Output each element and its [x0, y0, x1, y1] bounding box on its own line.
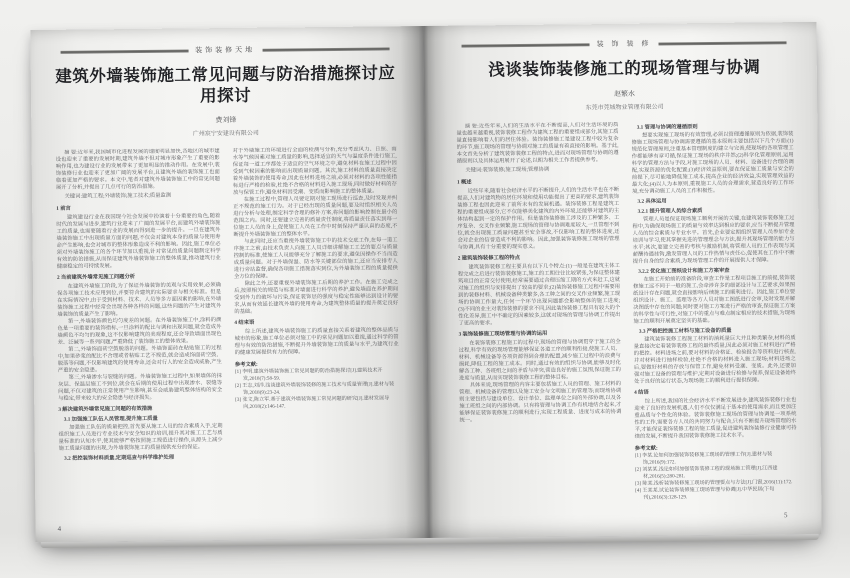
right-article-affiliation: 东莞市莞城物业管理有限公司: [585, 104, 664, 111]
right-page-columns: [456, 120, 797, 508]
reference-item: [2] 刘某某.浅论如何加强装饰装修工程的现场施工管理[J].江西建材,2016(5):280-281.: [634, 464, 778, 480]
section-heading: 3 解决建筑外墙常见施工问题的有效措施: [58, 406, 153, 414]
right-page-column-2: [631, 120, 797, 506]
section-heading: 3 装饰装修施工现场管理与协调的运用: [458, 330, 548, 338]
abstract: 摘 要:近些年来,人们的生活水平在不断提高,人们对生活环境的质量也越来越重视,装饰装修工程作为建筑工程的重要组成部分,其施工质量直接影响着人们的居住体验。装饰装修施工是建设工程中较为复杂的环节,施工现场的管理与协调对施工的质量有着直接的影响。基于此,本文首先分析了建筑装饰装修工程的特点,进而对现场管理与协调的遵循原则以及具体运用展开了论述,以期为相关工作者提供参考。: [456, 121, 619, 165]
section-heading: 1 前言: [56, 205, 71, 213]
header-rule-icon: [61, 49, 189, 53]
journal-spread: [30, 22, 821, 542]
subsection-heading: 3.1 管理与协调的遵循原则: [636, 123, 698, 131]
paragraph: 具体来说,现场管理的内容主要包括施工人员的管理、施工材料的管理、机械设备的管理以及施工安全与文明施工的管理等;而现场协调则主要包括与建设单位、设计单位、监理单位之间的外部协调,以及各施工班组之间的内部协调。只有将管理与协调工作有机地结合起来,才能够保证装饰装修施工的顺利进行,实现工程质量、进度与成本的协调统一。: [459, 380, 622, 424]
subsection-heading: 3.2 把控装饰材料质量,定期巡查与科学维护处理: [64, 454, 175, 463]
abstract: 摘 要:近年来,我国城市化进程发展的速度明显加快,各地区的城市建设也迎来了重要的发展时期,建筑外墙不但对城市形象产生了重要的影响作用,也为建设行业的发展带来了更加明显的推动作用。在发展中,装饰装修行业也迎来了更加广阔的发展平台,且建筑外墙的装饰施工也面临着更加严格的要求。本文中,笔者对建筑外墙装饰施工中的常见问题展开了分析,并提出了几点可行的防治措施。: [55, 148, 220, 192]
right-article-author: 赵繁水: [613, 89, 636, 98]
paragraph: 第二,外墙饰面砖空鼓脱落的问题。外墙饰面砖在粘贴施工的过程中,如果砂浆的配比不合理或者粘贴工艺不规范,就会造成饰面砖空鼓、脱落等问题,不仅影响建筑的使用寿命,还会对行人的安全造成威胁,产生严重的安全隐患。: [57, 345, 222, 375]
reference-item: [3] 陈某.浅析装饰装修施工现场的管理要点与方法[J].门窗,2016(11):172.: [635, 478, 793, 487]
paragraph: 建筑装饰装修工程施工材料的消耗量巨大并且种类繁杂,材料的质量直接决定着装饰装修工程的最终质量,因此必须对施工材料进行严格的把控。材料进场之前,要对材料的合格证、检验报告等资料进行核查,并对材料进行抽样检验,杜绝不合格的材料进入施工现场;材料进场之后,要做好材料的存放与保管工作,避免材料受潮、变质。此外,还要加强对施工设备的管理与维护,定期对设备进行检修与保养,保证设备始终处于良好的运行状态,为现场施工的顺利进行提供保障。: [633, 334, 797, 385]
section-heading: 4 结束语: [234, 320, 255, 327]
section-heading: 4 结语: [634, 389, 649, 396]
right-running-head-text: 装 饰 装 修: [596, 40, 652, 49]
paragraph: 建筑建设行业在我国现今社会发展中扮演着十分重要的角色,随着时代的发展与进步,建筑行业迎来了广阔的发展平台,而建筑外墙装饰施工的质量,也需要随着行业的发展而得到进一步的提升。一旦在建筑外墙装饰施工中出现质量方面的问题,不仅会对建筑本身的质量与使用寿命产生影响,也会对城市的整体形象造成不利的影响。因此,施工单位必须对外墙装饰施工的各个环节加以重视,针对常见的质量问题制定科学有效的防治措施,从而保证建筑外墙装饰施工的整体质量,推动建筑行业健康稳定的可持续发展。: [56, 213, 221, 271]
left-page-column-1: [56, 148, 224, 534]
reference-item: [4] 王某某.试论装饰装修施工现场管理与协调[J].中华民居(下旬刊),2016(3):128-129.: [635, 485, 775, 501]
reference-item: [1] 李某.论如何加强装饰装修施工现场的管理工作[J].建材与装饰,2016(9):172.: [634, 451, 773, 466]
left-article-author: 费刘锋: [215, 116, 237, 125]
references-title: 参考文献:: [634, 445, 658, 452]
paragraph: 第一,外墙装饰颜色均匀度差的问题。在外墙装饰施工中,涂料的颜色是一项重要的装饰指标,一旦涂料的配比与调和出现问题,就会造成外墙颜色不均匀的现象,这不仅影响建筑的美观程度,还会导致墙面出现色差、泛碱等一系列问题,严重降低了装饰施工的整体效果。: [57, 317, 222, 347]
header-rule-icon: [262, 47, 390, 51]
right-page-column-1: [456, 122, 622, 508]
paragraph: 在建筑外墙施工阶段,为了保证外墙装饰的美观与实用效果,必须确保各项施工技术应用到位,并要符合建筑的实际要求与相关标准。但是在实际情况中,由于受到材料、技术、人员等多方面因素的影响,在外墙装饰施工过程中经常会出现各种各样的问题,这些问题的产生对建筑外墙装饰的质量产生了影响。: [57, 282, 222, 319]
paragraph: 加强施工队伍的质量把控,首先要从施工人员的综合素质入手,定期组织施工人员进行专业技术与安全知识的培训,提升其对施工工艺与质量标准的认知水平,使其能够严格按照施工规范进行操作,从源头上减少施工质量问题的出现,为外墙装饰施工的质量提供充分的保证。: [58, 423, 223, 453]
header-rule-icon: [658, 41, 786, 45]
section-heading: 1 概述: [456, 179, 472, 186]
subsubsection-heading: 3.2.2 优化施工图纸设计和施工方案审查: [638, 267, 730, 275]
paragraph: 在装饰装修工程施工的过程中,现场的管理与协调贯穿于施工的全过程,科学有效的现场管理能够保证各道工序的顺利衔接,使施工人员、材料、机械设备等各项资源得到合理的配置,减少施工过程中的浪费与损耗,降低工程的施工成本。同时,通过有效的组织与协调,能够及时化解各工种、各班组之间的矛盾与冲突,营造良好的施工氛围,保证施工的进度与质量,从而实现装饰装修工程的整体目标。: [458, 338, 621, 382]
subsection-heading: 3.3 严格把控施工材料与施工设备的质量: [638, 327, 732, 335]
references-title: 参考文献:: [234, 362, 258, 369]
left-article-title: 建筑外墙装饰施工常见问题与防治措施探讨应用探讨: [55, 63, 396, 105]
paragraph: 综上所述,我国的社会经济水平不断发展进步,建筑装饰装修行业也迎来了良好的发展机遇,人们不仅仅满足于基本的使用需求,而且更加注重品质与个性化的体验。装饰装修施工现场的管理与协调是一项系统性的工作,需要各方人员的共同努力与配合,只有不断提升现场管理的水平,才能保证装饰装修工程的施工质量,促进建筑装饰装修行业健康可持续的发展,不断提升我国装饰装修施工技术水平。: [634, 396, 797, 440]
paragraph: 近些年来,随着社会经济水平的不断提升,人们的生活水平也在不断提高,人们对建筑物的居住环境和使用功能提出了更高的要求,建筑装饰装修工程也因此迎来了前所未有的发展机遇。装饰装修工程是建筑工程的重要组成部分,它不仅能够美化建筑的内外环境,还能够对建筑的主体结构起到一定的保护作用。但是装饰装修施工涉及的工种繁多、工序复杂、交叉作业频繁,施工现场的管理与协调难度较大,一旦管理不到位,就会出现施工质量问题甚至安全事故,不仅影响工程的整体进度,还会对企业的信誉造成不利的影响。因此,加强装饰装修施工现场的管理与协调,具有十分重要的现实意义。: [457, 186, 620, 251]
paragraph: 想要实现施工现场的有效管理,必须以管理遵循原则为依据,装饰装修施工现场管理与协调需要遵循的基本原则主要包括以下几个方面:(1)规范化管理原则,注重基本管理制度的建立与完善,使现场的各项管理工作都能够有章可循,保证施工现场的秩序井然;(2)科学化管理原则,运用科学的管理方法与手段,对施工现场的人员、材料、设备进行合理的调配,实现资源的优化配置;(3)经济效益原则,要在保证施工质量与安全的前提下,尽可能地降低施工成本,提高企业的经济效益,实现管理效益的最大化;(4)以人为本原则,重视施工人员的合理需求,营造良好的工作环境,充分调动施工人员的工作积极性。: [631, 130, 795, 195]
paragraph: 在施工过程中,管理人员要定期对施工现场进行巡查,及时发现并纠正不规范的施工行为。对于已经出现的质量问题,要及时组织相关人员进行分析与处理,制定科学合理的修补方案,将问题的影响控制在最小的范围之内。同时,还要建立完善的质量责任制度,将质量责任落实到每一位施工人员的身上,促使施工人员在工作中时刻保持严谨认真的态度,不断提升外墙装饰施工的整体水平。: [233, 195, 398, 239]
subsection-heading: 3.2 具体运用: [637, 198, 667, 205]
right-page: [423, 22, 821, 538]
paragraph: 建筑装饰装修工程主要具有以下几个特点:(1)一般是在建筑主体工程完成之后进行装饰装修施工,施工的工期往往比较紧张,为保证整体建筑项目的正常交付使用,经常需要通过合理压缩工期的方式来赶工,这就对施工的组织与安排提出了较高的要求;(2)装饰装修施工过程中需要用到的装修材料、机械设备种类繁多,各工种之间的交叉作业频繁,施工现场的协调工作量大,任何一个环节出现问题都会影响整体的施工进度;(3)不同的业主对装饰装修的要求不同,因此装饰装修工程具有较大的个性化差异,施工中不确定的因素较多,这就对现场的管理与协调工作提出了更高的要求。: [457, 262, 621, 327]
subsubsection-heading: 3.2.1 提升管理人员综合素质: [637, 207, 703, 215]
right-running-head: [461, 37, 786, 50]
paragraph: 对于外墙施工的环境进行全面的检测与分析,充分考虑风力、日照、雨水等气候因素对施工质量的影响,选择适宜的天气与温度条件进行施工,保证每一道工序都处于适宜的空气环境之中,避免材料在施工过程中因受到气候因素的影响而出现质量问题。其次,施工材料的质量直接决定着外墙装饰的使用寿命,因此在材料进场之前,必须对材料的各项性能指标进行严格的检验,杜绝不合格的材料进入施工现场,同时做好材料的存放与保管工作,避免材料因受潮、变质而影响施工的整体质量。: [232, 146, 398, 197]
right-page-number: 5: [783, 511, 788, 520]
paragraph: 第三,外墙渗水与裂缝的问题。外墙装饰施工过程中,如果墙体的抹灰层、保温层施工不到位,就会在后期的使用过程中出现渗水、裂缝等问题,不仅对建筑的正常使用产生影响,甚至会威胁建筑整体结构的安全与稳定,带来较大的安全隐患与经济损失。: [58, 373, 223, 403]
paragraph: 与此同时,还应当重视外墙装饰施工中的技术交底工作,在每一道工序施工之前,由技术负责人向施工人员详细讲解施工工艺的要点与质量控制的标准,使施工人员能够充分了解施工的要求,避免因操作不当而造成质量问题。对于外墙保温、防水等关键部位的施工,还应当安排专人进行旁站监督,确保各项施工措施落实到位,为外墙装饰工程的质量提供全方位的保障。: [233, 237, 398, 281]
section-heading: 2 建筑装饰装修工程的特点: [457, 254, 521, 262]
section-heading: 2 当前建筑外墙常见施工问题分析: [56, 274, 136, 282]
left-page-content: [30, 26, 428, 542]
reference-item: [1] 李明.建筑外墙装饰施工常见问题的防治措施探讨[J].建筑技术开发,2018(7):58-59.: [234, 367, 383, 383]
paragraph: 管理人员是保证现场施工顺利开展的关键,在建筑装饰装修施工过程中,为确保现场施工的质量与效率达到相应的要求,应当不断提升管理人员的综合素质与专业水平。首先,企业要定期组织管理人员参加专业培训与学习,使其掌握先进的管理理念与方法,提升其现场管理的能力与水平;其次,要建立完善的考核与激励机制,将管理人员的工作表现与其薪酬待遇挂钩,激发管理人员的工作热情与责任心,促使其在工作中不断提升自身的综合素质,为现场管理工作的开展提供人才保障。: [632, 214, 795, 265]
left-page-columns: [56, 147, 401, 535]
paragraph: 除此之外,还要重视外墙装饰施工后期的养护工作。在施工完成之后,按照相关的规范与标准对墙面进行科学的养护,避免墙面在养护期间受到外力的破坏与污染,保证装饰层的强度与稳定性能够达到设计的要求,从而有效延长建筑外墙的使用寿命,为建筑整体质量的提升奠定良好的基础。: [234, 279, 399, 316]
paragraph: 在施工开始前的准备阶段,审查工作是工程项目施工的前提,装饰装修施工远不同于一般的施工,会牵涉许多的细部设计与工艺要求,如果图纸设计存在问题,就会直接影响后续施工的顺利进行。因此,施工单位要组织设计、施工、监理等各方人员对施工图纸进行会审,及时发现并解决图纸中存在的问题;同时要对施工方案进行严格的审查,保证施工方案的科学性与可行性,对施工中的重点与难点制定相应的技术措施,为现场施工的顺利开展奠定坚实的基础。: [633, 274, 796, 325]
right-page-content: [423, 22, 821, 538]
header-rule-icon: [462, 43, 590, 47]
reference-item: [2] 王志,刘洋.浅谈建筑外墙装饰装修的施工技术与质量管理[J].建材与装饰,2018(9):23-24.: [235, 381, 395, 397]
left-page: [30, 26, 428, 542]
left-page-column-2: [233, 147, 401, 533]
left-running-head-text: 装饰装修天地: [195, 46, 256, 55]
keywords: 关键词:建筑工程;外墙装饰;施工技术;质量监测: [64, 192, 172, 201]
keywords: 关键词:装饰装修;施工现场;管理协调: [465, 166, 550, 174]
left-page-number: 4: [57, 524, 62, 533]
subsection-heading: 3.1 加强施工队伍人员管理,提升施工质量: [63, 416, 158, 424]
right-article-title: 浅谈装饰装修施工的现场管理与协调: [488, 57, 761, 80]
left-article-affiliation: 广州宸宁安建设有限公司: [192, 130, 259, 138]
left-running-head: [61, 43, 390, 56]
reference-item: [3] 张文,陈立军.基于建筑外墙装饰施工常见问题的研究[J].建材发展导向,2018(2):146-147.: [235, 395, 390, 411]
paragraph: 综上所述,建筑外墙装饰施工的质量直接关系着建筑的整体品质与城市的形象,施工单位必须对施工中的常见问题加以重视,通过科学的管理与有效的防治措施,不断提升外墙装饰施工的质量与水平,为建筑行业的健康发展提供有力的保障。: [234, 327, 399, 357]
